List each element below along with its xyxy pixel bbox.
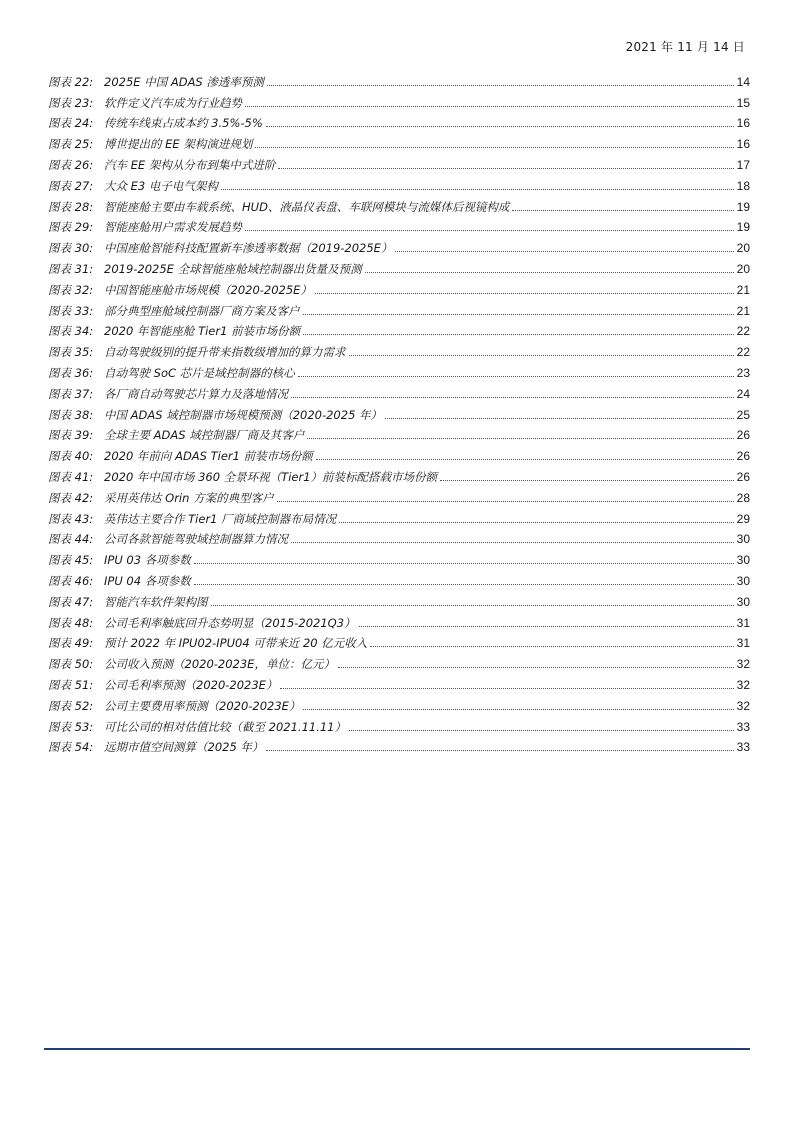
toc-entry[interactable] [48,734,750,755]
toc-leader-dots [266,749,734,751]
toc-entry[interactable] [48,630,750,651]
toc-entry-label: 图表 39: [48,428,94,443]
toc-entry[interactable] [48,526,750,547]
toc-entry-label: 图表 45: [48,553,94,568]
toc-entry[interactable] [48,89,750,110]
toc-entry-page: 32 [736,698,750,713]
toc-entry-label: 图表 53: [48,719,94,734]
toc-entry-title: 2019-2025E 全球智能座舱域控制器出货量及预测 [104,261,362,276]
toc-entry-title: 传统车线束占成本约 3.5%-5% [104,116,263,131]
toc-entry-title: 大众 E3 电子电气架构 [104,178,218,193]
toc-entry[interactable] [48,546,750,567]
toc-entry-label: 图表 41: [48,469,94,484]
toc-entry-page: 20 [736,261,750,276]
toc-entry-page: 26 [736,449,750,464]
toc-entry-title: 全球主要 ADAS 域控制器厂商及其客户 [104,428,305,443]
toc-entry-title: 各厂商自动驾驶芯片算力及落地情况 [104,386,288,401]
toc-leader-dots [298,375,734,377]
toc-entry-label: 图表 27: [48,178,94,193]
toc-leader-dots [349,354,735,356]
toc-entry-title: 公司毛利率预测（2020-2023E） [104,677,278,692]
toc-entry-page: 19 [736,220,750,235]
toc-entry[interactable] [48,193,750,214]
toc-entry[interactable] [48,650,750,671]
toc-entry-label: 图表 33: [48,303,94,318]
toc-entry[interactable] [48,463,750,484]
toc-leader-dots [303,313,735,315]
toc-entry-label: 图表 29: [48,220,94,235]
toc-leader-dots [194,562,734,564]
toc-leader-dots [266,125,734,127]
toc-entry-label: 图表 48: [48,615,94,630]
toc-entry-page: 16 [736,137,750,152]
toc-leader-dots [338,666,734,668]
toc-leader-dots [339,521,734,523]
toc-entry[interactable] [48,318,750,339]
toc-leader-dots [303,708,734,710]
toc-entry[interactable] [48,505,750,526]
toc-entry[interactable] [48,359,750,380]
toc-entry-label: 图表 31: [48,261,94,276]
toc-entry-page: 14 [736,74,750,89]
toc-leader-dots [221,188,734,190]
toc-leader-dots [245,105,734,107]
toc-entry[interactable] [48,130,750,151]
toc-entry-label: 图表 51: [48,677,94,692]
toc-entry-page: 33 [736,740,750,755]
toc-entry[interactable] [48,276,750,297]
toc-entry-title: IPU 03 各项参数 [104,553,191,568]
toc-entry[interactable] [48,401,750,422]
toc-entry-page: 31 [736,615,750,630]
toc-entry-label: 图表 52: [48,698,94,713]
toc-entry-page: 31 [736,636,750,651]
toc-entry-label: 图表 42: [48,490,94,505]
table-of-figures [48,68,750,754]
toc-entry-title: 智能座舱主要由车载系统、HUD、液晶仪表盘、车联网模块与流媒体后视镜构成 [104,199,510,214]
toc-entry-label: 图表 38: [48,407,94,422]
toc-entry-page: 24 [736,386,750,401]
toc-leader-dots [440,479,734,481]
toc-entry-page: 32 [736,677,750,692]
toc-entry-label: 图表 28: [48,199,94,214]
toc-entry[interactable] [48,380,750,401]
toc-entry-title: 博世提出的 EE 架构演进规划 [104,137,253,152]
toc-entry[interactable] [48,172,750,193]
toc-entry-label: 图表 22: [48,74,94,89]
toc-entry-page: 22 [736,345,750,360]
toc-entry[interactable] [48,567,750,588]
toc-entry-label: 图表 46: [48,573,94,588]
toc-leader-dots [194,583,734,585]
toc-entry-label: 图表 32: [48,282,94,297]
toc-entry-page: 23 [736,365,750,380]
toc-entry-title: 公司毛利率触底回升态势明显（2015-2021Q3） [104,615,356,630]
toc-leader-dots [278,167,734,169]
toc-leader-dots [349,729,734,731]
toc-entry-title: 2025E 中国 ADAS 渗透率预测 [104,74,264,89]
toc-entry-title: 中国 ADAS 域控制器市场规模预测（2020-2025 年） [104,407,383,422]
toc-entry-page: 18 [736,178,750,193]
toc-entry-title: 自动驾驶 SoC 芯片是域控制器的核心 [104,365,295,380]
toc-entry-title: 中国智能座舱市场规模（2020-2025E） [104,282,312,297]
toc-entry-page: 28 [736,490,750,505]
toc-entry-title: 智能汽车软件架构图 [104,594,208,609]
toc-entry-title: 远期市值空间测算（2025 年） [104,740,264,755]
toc-entry[interactable] [48,422,750,443]
toc-leader-dots [211,604,735,606]
toc-entry-page: 26 [736,428,750,443]
toc-entry-label: 图表 43: [48,511,94,526]
toc-entry[interactable] [48,713,750,734]
toc-entry[interactable] [48,609,750,630]
toc-entry-page: 30 [736,553,750,568]
toc-entry[interactable] [48,588,750,609]
toc-entry-page: 22 [736,324,750,339]
toc-entry-page: 29 [736,511,750,526]
toc-entry-title: 2020 年智能座舱 Tier1 前装市场份额 [104,324,301,339]
toc-entry-label: 图表 54: [48,740,94,755]
toc-entry[interactable] [48,442,750,463]
toc-entry[interactable] [48,692,750,713]
toc-entry-title: 英伟达主要合作 Tier1 厂商域控制器布局情况 [104,511,337,526]
toc-entry-label: 图表 44: [48,532,94,547]
toc-entry[interactable] [48,255,750,276]
toc-entry[interactable] [48,68,750,89]
toc-leader-dots [316,458,734,460]
toc-entry-title: 公司主要费用率预测（2020-2023E） [104,698,301,713]
toc-entry-title: 部分典型座舱域控制器厂商方案及客户 [104,303,300,318]
toc-entry-title: 汽车 EE 架构从分布到集中式进阶 [104,157,276,172]
toc-leader-dots [512,209,734,211]
toc-entry-title: 采用英伟达 Orin 方案的典型客户 [104,490,274,505]
toc-entry-title: IPU 04 各项参数 [104,573,191,588]
toc-leader-dots [385,417,734,419]
toc-entry-title: 2020 年前向 ADAS Tier1 前装市场份额 [104,449,313,464]
toc-leader-dots [307,437,734,439]
toc-leader-dots [277,500,734,502]
toc-entry-page: 16 [736,116,750,131]
toc-entry-label: 图表 49: [48,636,94,651]
toc-leader-dots [395,250,734,252]
toc-entry-page: 17 [736,157,750,172]
toc-entry[interactable] [48,214,750,235]
toc-entry-label: 图表 47: [48,594,94,609]
toc-entry-title: 预计 2022 年 IPU02-IPU04 可带来近 20 亿元收入 [104,636,368,651]
toc-entry-title: 自动驾驶级别的提升带来指数级增加的算力需求 [104,345,346,360]
toc-leader-dots [365,271,734,273]
toc-entry[interactable] [48,338,750,359]
toc-entry-page: 25 [736,407,750,422]
toc-entry-title: 公司收入预测（2020-2023E，单位：亿元） [104,657,335,672]
toc-entry[interactable] [48,484,750,505]
toc-entry-label: 图表 37: [48,386,94,401]
toc-leader-dots [370,645,734,647]
toc-entry-page: 20 [736,241,750,256]
toc-entry-page: 30 [736,532,750,547]
toc-entry-title: 软件定义汽车成为行业趋势 [104,95,242,110]
toc-entry-title: 公司各款智能驾驶域控制器算力情况 [104,532,288,547]
toc-entry-page: 30 [736,594,750,609]
toc-leader-dots [291,541,734,543]
toc-entry[interactable] [48,297,750,318]
toc-entry[interactable] [48,234,750,255]
toc-entry[interactable] [48,151,750,172]
toc-leader-dots [280,687,734,689]
toc-entry-page: 19 [736,199,750,214]
toc-leader-dots [315,292,734,294]
toc-entry[interactable] [48,110,750,131]
toc-leader-dots [245,229,734,231]
toc-entry-title: 中国座舱智能科技配置新车渗透率数据（2019-2025E） [104,241,393,256]
footer-divider [44,1048,750,1050]
toc-entry-label: 图表 50: [48,657,94,672]
toc-entry-label: 图表 25: [48,137,94,152]
toc-leader-dots [291,396,734,398]
toc-entry-label: 图表 40: [48,449,94,464]
toc-entry-page: 32 [736,657,750,672]
header-date: 2021 年 11 月 14 日 [625,40,745,54]
toc-entry[interactable] [48,671,750,692]
toc-entry-label: 图表 30: [48,241,94,256]
toc-entry-label: 图表 34: [48,324,94,339]
toc-entry-title: 可比公司的相对估值比较（截至 2021.11.11） [104,719,346,734]
toc-leader-dots [303,333,734,335]
toc-leader-dots [359,625,734,627]
toc-entry-page: 30 [736,573,750,588]
toc-entry-page: 26 [736,469,750,484]
toc-entry-label: 图表 35: [48,345,94,360]
toc-entry-page: 15 [736,95,750,110]
toc-entry-page: 33 [736,719,750,734]
toc-entry-page: 21 [736,282,750,297]
toc-leader-dots [255,146,734,148]
toc-entry-title: 智能座舱用户需求发展趋势 [104,220,242,235]
toc-entry-label: 图表 23: [48,95,94,110]
toc-entry-title: 2020 年中国市场 360 全景环视（Tier1）前装标配搭载市场份额 [104,469,438,484]
toc-entry-label: 图表 26: [48,157,94,172]
toc-entry-page: 21 [736,303,750,318]
toc-leader-dots [267,84,734,86]
toc-entry-label: 图表 36: [48,365,94,380]
toc-entry-label: 图表 24: [48,116,94,131]
